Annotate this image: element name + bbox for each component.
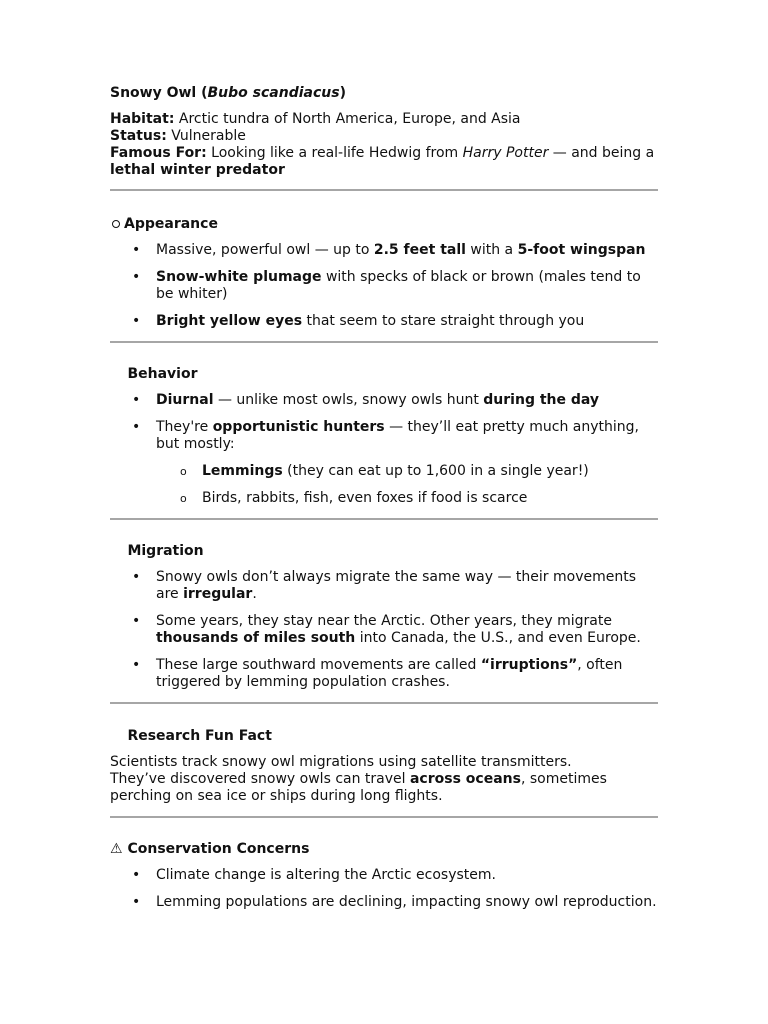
research-paragraph: Scientists track snowy owl migrations using satellite transmitters. They’ve discovered snowy owls can travel across oceans, sometimes perching on sea ice or ships during long flights. bbox=[110, 754, 607, 804]
section-heading: Behavior bbox=[127, 366, 198, 382]
document-content bbox=[110, 85, 658, 911]
famous-for-line: Famous For: Looking like a real-life Hedwig from Harry Potter — and being a lethal winter predator bbox=[110, 145, 655, 178]
list-item: • Bright yellow eyes that seem to stare straight through you bbox=[132, 313, 585, 329]
conservation-section bbox=[110, 841, 658, 911]
list-item: • They're opportunistic hunters — they’ll eat pretty much anything, but mostly: o Lemmings (they can eat up to 1,600 in a single year!) o Birds, rabbits, fish, even foxes if food is scarce bbox=[110, 419, 658, 507]
section-heading: Research Fun Fact bbox=[127, 728, 272, 744]
divider bbox=[110, 702, 658, 704]
sub-list-item: o Birds, rabbits, fish, even foxes if food is scarce bbox=[180, 490, 528, 506]
sub-bullet-icon: o bbox=[180, 492, 187, 505]
list-item: • Snowy owls don’t always migrate the same way — their movements are irregular. bbox=[132, 569, 636, 602]
bullet-list bbox=[110, 569, 658, 691]
bullet-icon: • bbox=[132, 613, 141, 629]
research-section bbox=[110, 728, 658, 805]
bullet-list bbox=[110, 867, 658, 911]
section-heading: Appearance bbox=[110, 216, 658, 233]
warning-icon: ⚠ bbox=[110, 841, 123, 857]
circle-icon bbox=[112, 220, 120, 228]
divider bbox=[110, 341, 658, 343]
list-item: • These large southward movements are called “irruptions”, often triggered by lemming population crashes. bbox=[132, 657, 623, 690]
page-title: Snowy Owl (Bubo scandiacus) bbox=[110, 85, 346, 101]
divider bbox=[110, 189, 658, 191]
list-item: • Lemming populations are declining, impacting snowy owl reproduction. bbox=[132, 894, 657, 910]
sub-list-item: o Lemmings (they can eat up to 1,600 in a single year!) bbox=[180, 463, 589, 479]
sub-bullet-icon: o bbox=[180, 465, 187, 478]
section-heading: ⚠ Conservation Concerns bbox=[110, 841, 310, 857]
list-item: • Massive, powerful owl — up to 2.5 feet tall with a 5-foot wingspan bbox=[132, 242, 646, 258]
list-item: • Climate change is altering the Arctic ecosystem. bbox=[132, 867, 496, 883]
bullet-icon: • bbox=[132, 269, 141, 285]
bullet-icon: • bbox=[132, 569, 141, 585]
bullet-list bbox=[110, 242, 658, 330]
habitat-line: Habitat: Arctic tundra of North America, Europe, and Asia bbox=[110, 111, 521, 127]
bullet-list bbox=[110, 392, 658, 507]
info-block bbox=[110, 111, 658, 179]
bullet-icon: • bbox=[132, 419, 141, 435]
behavior-section bbox=[110, 366, 658, 507]
bullet-icon: • bbox=[132, 894, 141, 910]
divider bbox=[110, 816, 658, 818]
list-item: • Diurnal — unlike most owls, snowy owls hunt during the day bbox=[132, 392, 600, 408]
section-heading: Migration bbox=[127, 543, 204, 559]
bullet-icon: • bbox=[132, 392, 141, 408]
bullet-icon: • bbox=[132, 657, 141, 673]
bullet-icon: • bbox=[132, 242, 141, 258]
status-line: Status: Vulnerable bbox=[110, 128, 246, 144]
divider bbox=[110, 518, 658, 520]
bullet-icon: • bbox=[132, 313, 141, 329]
sub-bullet-list bbox=[156, 463, 658, 507]
appearance-section bbox=[110, 216, 658, 330]
bullet-icon: • bbox=[132, 867, 141, 883]
migration-section bbox=[110, 543, 658, 691]
list-item: • Some years, they stay near the Arctic. Other years, they migrate thousands of miles south into Canada, the U.S., and even Europe. bbox=[132, 613, 641, 646]
list-item: • Snow-white plumage with specks of black or brown (males tend to be whiter) bbox=[132, 269, 641, 302]
